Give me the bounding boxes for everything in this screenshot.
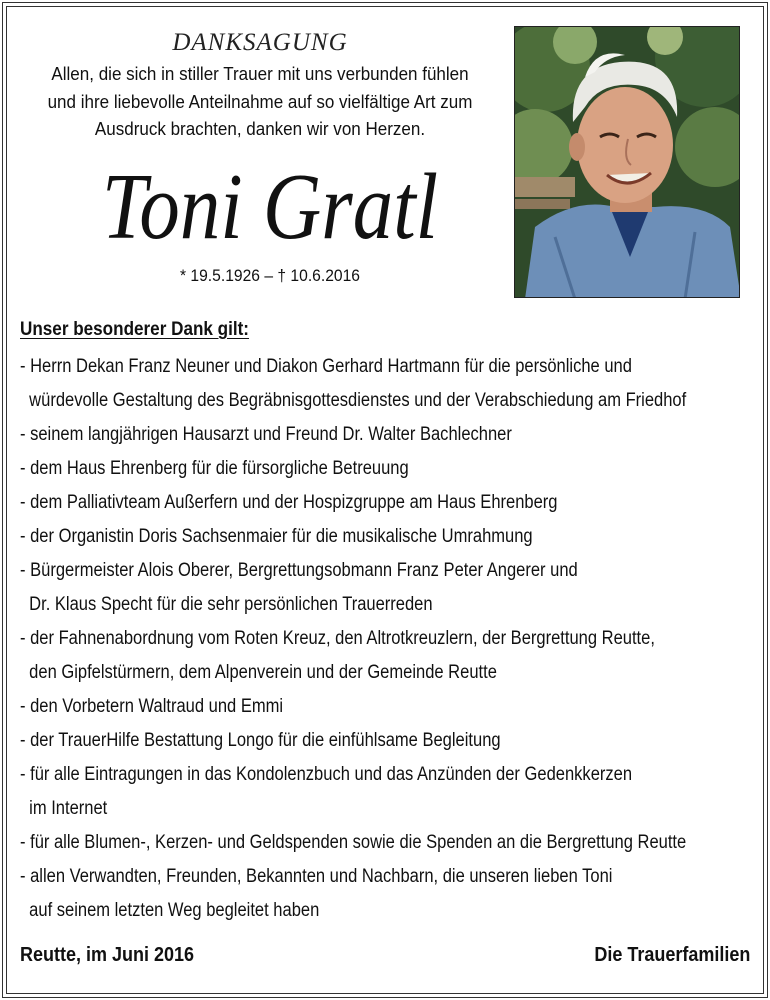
list-item: Dr. Klaus Specht für die sehr persönlichen Trauerreden bbox=[20, 594, 433, 615]
intro-line: Allen, die sich in stiller Trauer mit uns verbunden fühlen bbox=[51, 63, 469, 84]
portrait-photo bbox=[514, 26, 740, 298]
signature: Die Trauerfamilien bbox=[593, 944, 750, 966]
heading: DANKSAGUNG bbox=[172, 29, 348, 56]
list-item: würdevolle Gestaltung des Begräbnisgottesdienstes und der Verabschiedung am Friedhof bbox=[20, 390, 687, 411]
place-date: Reutte, im Juni 2016 bbox=[20, 944, 195, 966]
intro-line: und ihre liebevolle Anteilnahme auf so vielfältige Art zum bbox=[47, 90, 473, 112]
list-item: - der Organistin Doris Sachsenmaier für die musikalische Umrahmung bbox=[20, 526, 533, 547]
list-item: im Internet bbox=[20, 798, 108, 819]
thanks-list bbox=[20, 350, 760, 928]
list-item: - der Fahnenabordnung vom Roten Kreuz, den Altrotkreuzlern, der Bergrettung Reutte, bbox=[20, 628, 655, 649]
thanks-title: Unser besonderer Dank gilt: bbox=[20, 319, 250, 340]
list-item: - für alle Blumen-, Kerzen- und Geldspenden sowie die Spenden an die Bergrettung Reutte bbox=[20, 832, 687, 853]
list-item: - dem Palliativteam Außerfern und der Hospizgruppe am Haus Ehrenberg bbox=[20, 492, 558, 513]
list-item: - Bürgermeister Alois Oberer, Bergrettungsobmann Franz Peter Angerer und bbox=[20, 560, 578, 581]
portrait-illustration bbox=[515, 27, 740, 298]
list-item: - Herrn Dekan Franz Neuner und Diakon Gerhard Hartmann für die persönliche und bbox=[20, 356, 632, 377]
list-item: - für alle Eintragungen in das Kondolenzbuch und das Anzünden der Gedenkkerzen bbox=[20, 764, 633, 785]
list-item: - der TrauerHilfe Bestattung Longo für die einfühlsame Begleitung bbox=[20, 730, 501, 751]
list-item: - allen Verwandten, Freunden, Bekannten und Nachbarn, die unseren lieben Toni bbox=[20, 866, 613, 887]
intro-text bbox=[39, 60, 481, 143]
intro-line: Ausdruck brachten, danken wir von Herzen. bbox=[94, 118, 426, 139]
list-item: - dem Haus Ehrenberg für die fürsorgliche Betreuung bbox=[20, 458, 409, 479]
list-item: auf seinem letzten Weg begleitet haben bbox=[20, 900, 320, 921]
deceased-name: Toni Gratl bbox=[101, 155, 439, 259]
header bbox=[20, 28, 500, 143]
list-item: - seinem langjährigen Hausarzt und Freund Dr. Walter Bachlechner bbox=[20, 424, 512, 445]
list-item: - den Vorbetern Waltraud und Emmi bbox=[20, 696, 284, 717]
list-item: den Gipfelstürmern, dem Alpenverein und der Gemeinde Reutte bbox=[20, 662, 497, 683]
life-dates: * 19.5.1926 – † 10.6.2016 bbox=[179, 266, 361, 285]
